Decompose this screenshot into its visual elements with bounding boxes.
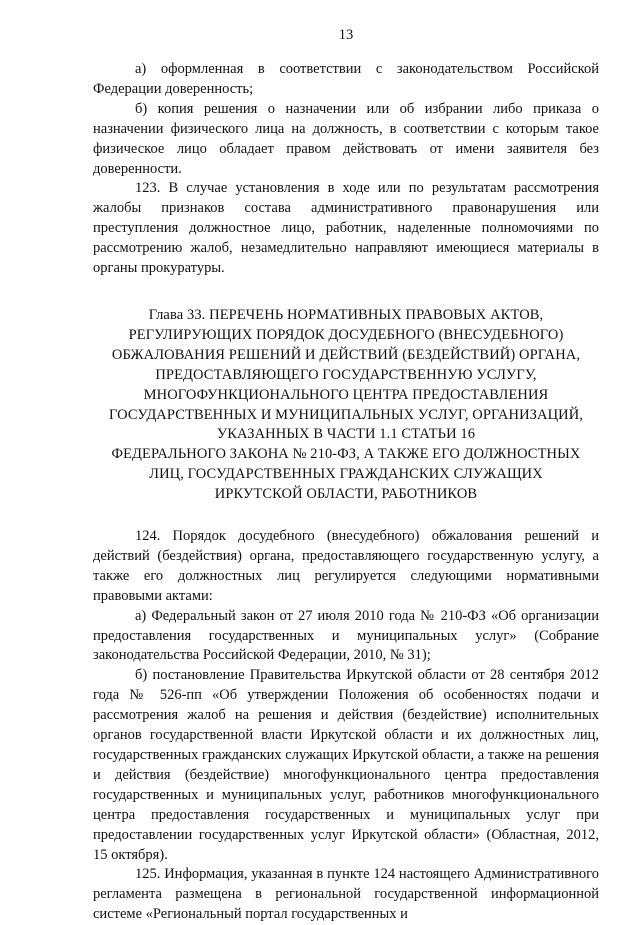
- heading-line: ФЕДЕРАЛЬНОГО ЗАКОНА № 210-ФЗ, А ТАКЖЕ ЕГО ДОЛЖНОСТНЫХ: [111, 446, 581, 463]
- page-number: 13: [338, 27, 354, 43]
- paragraph-item-a-power-of-attorney: а) оформленная в соответствии с законодательством Российской Федерации доверенность;: [93, 61, 599, 97]
- chapter-33-heading: [93, 306, 599, 505]
- heading-line: ГОСУДАРСТВЕННЫХ И МУНИЦИПАЛЬНЫХ УСЛУГ, ОРГАНИЗАЦИЙ,: [108, 406, 584, 423]
- paragraph-125: 125. Информация, указанная в пункте 124 настоящего Административного регламента размещена в региональной государственной информационной системе «Региональный портал государственных и: [93, 866, 599, 923]
- heading-line: ЛИЦ, ГОСУДАРСТВЕННЫХ ГРАЖДАНСКИХ СЛУЖАЩИХ: [149, 466, 543, 483]
- heading-line: МНОГОФУНКЦИОНАЛЬНОГО ЦЕНТРА ПРЕДОСТАВЛЕНИЯ: [143, 386, 549, 403]
- paragraph-item-b-appointment-copy: б) копия решения о назначении или об избрании либо приказа о назначении физического лица на должность, в соответствии с которым такое физическое лицо обладает правом действовать от имени заявителя без доверенности.: [93, 100, 599, 177]
- heading-line: ПРЕДОСТАВЛЯЮЩЕГО ГОСУДАРСТВЕННУЮ УСЛУГУ,: [155, 366, 537, 383]
- heading-line: ОБЖАЛОВАНИЯ РЕШЕНИЙ И ДЕЙСТВИЙ (БЕЗДЕЙСТВИЙ) ОРГАНА,: [111, 346, 581, 363]
- paragraph-123: 123. В случае установления в ходе или по результатам рассмотрения жалобы признаков состава административного правонарушения или преступления должностное лицо, работник, наделенные полномочиями по рассмотрению жалоб, незамедлительно направляют имеющиеся материалы в органы прокуратуры.: [93, 180, 599, 277]
- heading-line: ИРКУТСКОЙ ОБЛАСТИ, РАБОТНИКОВ: [214, 486, 478, 503]
- paragraph-124: 124. Порядок досудебного (внесудебного) обжалования решений и действий (бездействия) органа, предоставляющего государственную услугу, а также его должностных лиц регулируется следующими нормативными правовыми актами:: [93, 528, 599, 604]
- heading-line: УКАЗАННЫХ В ЧАСТИ 1.1 СТАТЬИ 16: [216, 426, 476, 443]
- heading-line: РЕГУЛИРУЮЩИХ ПОРЯДОК ДОСУДЕБНОГО (ВНЕСУДЕБНОГО): [128, 326, 564, 343]
- document-body: [93, 60, 599, 925]
- paragraph-124-item-b-regional-resolution: б) постановление Правительства Иркутской области от 28 сентября 2012 года № 526-пп «Об утверждении Положения об особенностях подачи и рассмотрения жалоб на решения и действия (бездействие) исполнительных органов государственной власти Иркутской области и их должностных лиц, государственных гражданских служащих Иркутской области, а также на решения и действия (бездействие) многофункционального центра предоставления государственных и муниципальных услуг, работников многофункционального центра предоставления государственных и муниципальных услуг при предоставлении государственных услуг Иркутской области» (Областная, 2012, 15 октября).: [93, 667, 599, 863]
- paragraph-124-item-a-federal-law: а) Федеральный закон от 27 июля 2010 года № 210-ФЗ «Об организации предоставления государственных и муниципальных услуг» (Собрание законодательства Российской Федерации, 2010, № 31);: [93, 607, 599, 664]
- heading-line: Глава 33. ПЕРЕЧЕНЬ НОРМАТИВНЫХ ПРАВОВЫХ АКТОВ,: [148, 306, 544, 323]
